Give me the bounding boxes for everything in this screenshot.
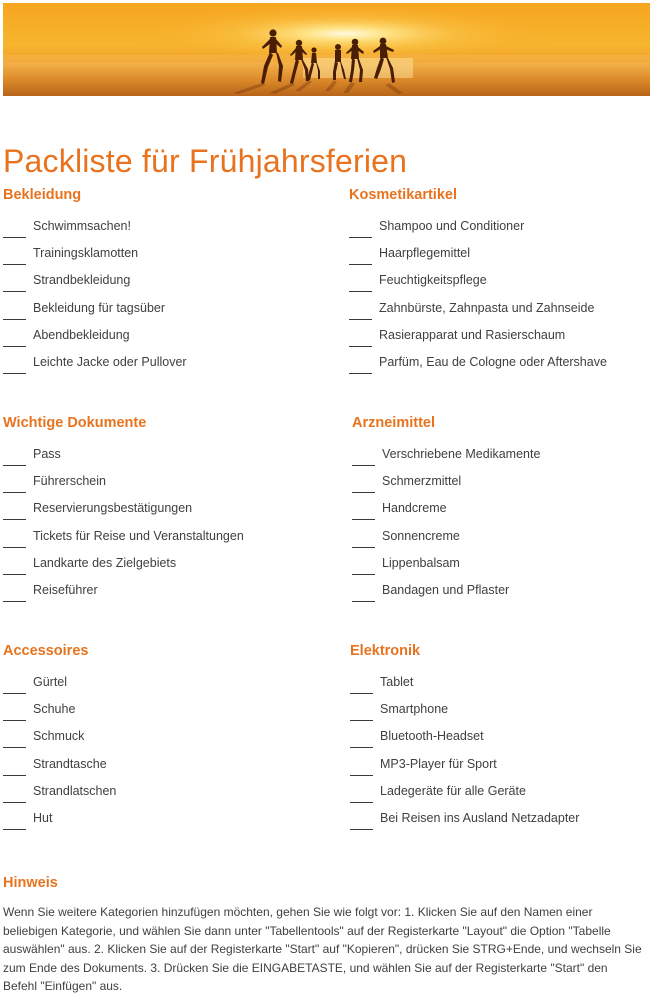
header-banner-image bbox=[3, 3, 650, 96]
checkbox-blank-line bbox=[3, 492, 26, 493]
checklist-item bbox=[3, 445, 303, 472]
item-label: Tablet bbox=[380, 675, 414, 689]
item-label: Trainingsklamotten bbox=[33, 246, 139, 261]
checkbox-blank-line bbox=[3, 720, 26, 721]
section-heading: Kosmetikartikel bbox=[349, 187, 457, 203]
checkbox-blank-line bbox=[3, 373, 26, 374]
checkbox-blank-line bbox=[350, 747, 373, 748]
checklist-item bbox=[352, 581, 652, 608]
page-title: Packliste für Frühjahrsferien bbox=[3, 143, 408, 180]
item-label: Shampoo und Conditioner bbox=[379, 219, 525, 233]
checkbox-blank-line bbox=[3, 747, 26, 748]
item-label: Ladegeräte für alle Geräte bbox=[380, 783, 526, 798]
checklist-item bbox=[349, 299, 649, 326]
checkbox-blank-line bbox=[3, 465, 26, 466]
checkbox-blank-line bbox=[349, 237, 372, 238]
checklist-item bbox=[3, 353, 303, 380]
section-heading: Bekleidung bbox=[3, 187, 82, 203]
item-label: Strandtasche bbox=[33, 756, 107, 771]
checklist bbox=[349, 217, 649, 380]
checklist-item bbox=[350, 673, 650, 700]
checklist-item bbox=[3, 326, 303, 353]
checkbox-blank-line bbox=[350, 829, 373, 830]
checkbox-blank-line bbox=[3, 346, 26, 347]
section-kosmetikartikel bbox=[349, 185, 649, 369]
checkbox-blank-line bbox=[3, 693, 26, 694]
checklist-item bbox=[3, 299, 303, 326]
checkbox-blank-line bbox=[3, 291, 26, 292]
checklist bbox=[3, 673, 303, 836]
item-label: Schmerzmittel bbox=[382, 474, 462, 489]
checklist-item bbox=[349, 353, 649, 380]
checkbox-blank-line bbox=[352, 492, 375, 493]
section-heading: Wichtige Dokumente bbox=[3, 415, 147, 431]
item-label: Bekleidung für tagsüber bbox=[33, 300, 166, 315]
checkbox-blank-line bbox=[352, 574, 375, 575]
checkbox-blank-line bbox=[350, 720, 373, 721]
checkbox-blank-line bbox=[352, 547, 375, 548]
checklist-item bbox=[349, 326, 649, 353]
checkbox-blank-line bbox=[3, 547, 26, 548]
checkbox-blank-line bbox=[349, 319, 372, 320]
checklist-item bbox=[349, 271, 649, 298]
checklist-item bbox=[3, 755, 303, 782]
checkbox-blank-line bbox=[3, 574, 26, 575]
checklist-item bbox=[352, 472, 652, 499]
checkbox-blank-line bbox=[352, 465, 375, 466]
checklist-item bbox=[352, 527, 652, 554]
section-bekleidung bbox=[3, 185, 303, 369]
checklist-item bbox=[3, 499, 303, 526]
item-label: Pass bbox=[33, 447, 61, 461]
section-heading: Accessoires bbox=[3, 643, 89, 659]
item-label: Reiseführer bbox=[33, 582, 98, 597]
checkbox-blank-line bbox=[350, 693, 373, 694]
item-label: Haarpflegemittel bbox=[379, 246, 471, 261]
checkbox-blank-line bbox=[3, 237, 26, 238]
item-label: Gürtel bbox=[33, 675, 68, 689]
checkbox-blank-line bbox=[352, 601, 375, 602]
checklist-item bbox=[350, 727, 650, 754]
item-label: Smartphone bbox=[380, 702, 449, 717]
item-label: Hut bbox=[33, 810, 53, 825]
checklist-item bbox=[3, 527, 303, 554]
item-label: Strandlatschen bbox=[33, 783, 117, 798]
item-label: Lippenbalsam bbox=[382, 555, 460, 570]
item-label: Reservierungsbestätigungen bbox=[33, 501, 193, 516]
item-label: Zahnbürste, Zahnpasta und Zahnseide bbox=[379, 300, 595, 315]
checkbox-blank-line bbox=[350, 802, 373, 803]
checkbox-blank-line bbox=[3, 264, 26, 265]
checklist-item bbox=[3, 782, 303, 809]
checklist bbox=[3, 217, 303, 380]
checklist-item bbox=[3, 217, 303, 244]
item-label: Landkarte des Zielgebiets bbox=[33, 555, 177, 570]
checkbox-blank-line bbox=[349, 373, 372, 374]
note-heading: Hinweis bbox=[3, 875, 58, 891]
checklist-item bbox=[350, 755, 650, 782]
checklist-item bbox=[349, 217, 649, 244]
checklist-item bbox=[3, 700, 303, 727]
checklist-item bbox=[3, 554, 303, 581]
item-label: MP3-Player für Sport bbox=[380, 756, 497, 771]
item-label: Abendbekleidung bbox=[33, 327, 130, 342]
checklist-item bbox=[3, 809, 303, 836]
checkbox-blank-line bbox=[3, 775, 26, 776]
checklist-item bbox=[350, 700, 650, 727]
checklist-item bbox=[352, 499, 652, 526]
item-label: Bandagen und Pflaster bbox=[382, 582, 510, 597]
checklist-item bbox=[3, 581, 303, 608]
item-label: Schmuck bbox=[33, 729, 85, 744]
checkbox-blank-line bbox=[3, 601, 26, 602]
item-label: Verschriebene Medikamente bbox=[382, 447, 541, 461]
section-heading: Elektronik bbox=[350, 643, 421, 659]
checklist-item bbox=[3, 271, 303, 298]
section-arzneimittel bbox=[352, 413, 652, 597]
checkbox-blank-line bbox=[3, 319, 26, 320]
section-wichtige-dokumente bbox=[3, 413, 303, 597]
checklist-item bbox=[350, 782, 650, 809]
item-label: Feuchtigkeitspflege bbox=[379, 273, 487, 288]
item-label: Bei Reisen ins Ausland Netzadapter bbox=[380, 810, 580, 825]
checkbox-blank-line bbox=[349, 291, 372, 292]
checklist-item bbox=[3, 244, 303, 271]
note-text: Wenn Sie weitere Kategorien hinzufügen möchten, gehen Sie wie folgt vor: 1. Klicken Sie auf den Namen einer beliebigen Kategorie, und wählen Sie dann unter "Tabellentools" auf der Registerkarte "Layout" die Option "Tabelle auswählen" aus. 2. Klicken Sie auf der Registerkarte "Start" auf "Kopieren", drücken Sie STRG+Ende, und wechseln Sie zum Ende des Dokuments. 3. Drücken Sie die EINGABETASTE, und wählen Sie auf der Registerkarte "Start" den Befehl "Einfügen" aus. bbox=[3, 905, 642, 993]
section-accessoires bbox=[3, 641, 303, 825]
section-heading: Arzneimittel bbox=[352, 415, 435, 431]
item-label: Strandbekleidung bbox=[33, 273, 131, 288]
checkbox-blank-line bbox=[352, 519, 375, 520]
item-label: Tickets für Reise und Veranstaltungen bbox=[33, 528, 244, 543]
checkbox-blank-line bbox=[350, 775, 373, 776]
checkbox-blank-line bbox=[3, 519, 26, 520]
item-label: Führerschein bbox=[33, 474, 106, 489]
checklist bbox=[350, 673, 650, 836]
checklist-item bbox=[3, 673, 303, 700]
note-section bbox=[3, 873, 643, 996]
item-label: Sonnencreme bbox=[382, 528, 460, 543]
checklist-item bbox=[3, 727, 303, 754]
item-label: Leichte Jacke oder Pullover bbox=[33, 354, 187, 369]
checklist-item bbox=[349, 244, 649, 271]
checklist bbox=[3, 445, 303, 608]
checklist-item bbox=[350, 809, 650, 836]
item-label: Rasierapparat und Rasierschaum bbox=[379, 327, 566, 342]
item-label: Parfüm, Eau de Cologne oder Aftershave bbox=[379, 354, 607, 369]
item-label: Schwimmsachen! bbox=[33, 219, 131, 233]
checklist-item bbox=[352, 554, 652, 581]
item-label: Bluetooth-Headset bbox=[380, 729, 484, 744]
checkbox-blank-line bbox=[349, 264, 372, 265]
checklist bbox=[352, 445, 652, 608]
section-elektronik bbox=[350, 641, 650, 825]
checkbox-blank-line bbox=[3, 802, 26, 803]
item-label: Handcreme bbox=[382, 501, 447, 516]
item-label: Schuhe bbox=[33, 702, 76, 717]
checkbox-blank-line bbox=[349, 346, 372, 347]
checklist-item bbox=[3, 472, 303, 499]
checkbox-blank-line bbox=[3, 829, 26, 830]
checklist-item bbox=[352, 445, 652, 472]
